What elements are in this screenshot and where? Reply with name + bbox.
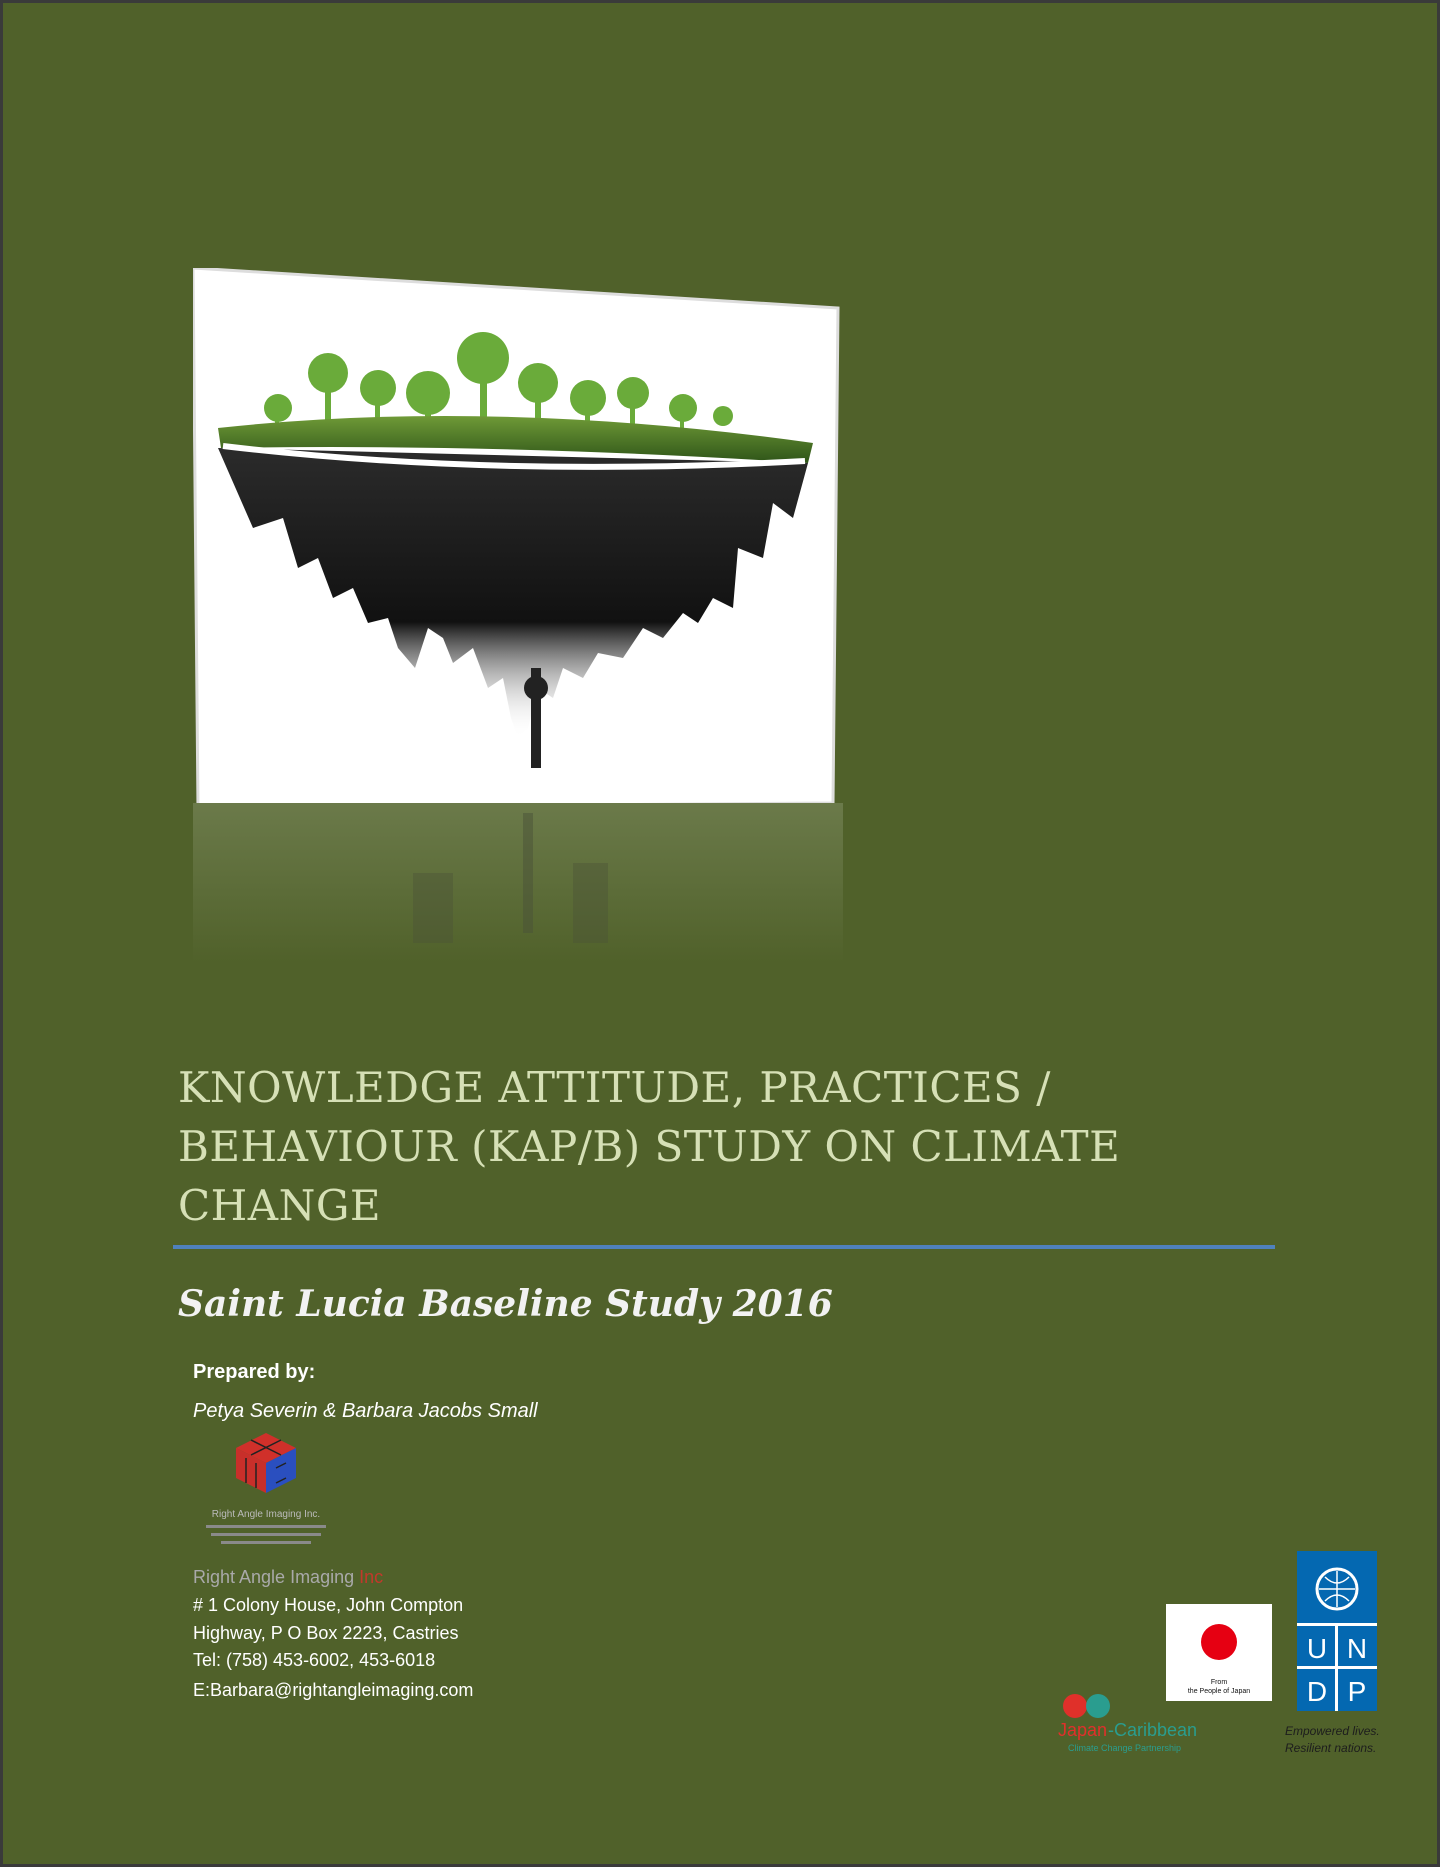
undp-letter-n: N bbox=[1346, 1633, 1368, 1664]
company-name-text: Right Angle Imaging bbox=[193, 1567, 355, 1587]
undp-logo bbox=[1297, 1551, 1377, 1711]
title-line-3: CHANGE bbox=[178, 1181, 382, 1230]
address-email: E:Barbara@rightangleimaging.com bbox=[193, 1680, 474, 1700]
right-angle-imaging-logo bbox=[191, 1433, 341, 1563]
logo-text-japan: Japan bbox=[1058, 1720, 1108, 1740]
document-subtitle: Saint Lucia Baseline Study 2016 bbox=[178, 1283, 833, 1325]
japan-logo-text-from: From bbox=[1210, 1679, 1228, 1686]
japan-logo-text-people: the People of Japan bbox=[1187, 1688, 1251, 1695]
authors: Petya Severin & Barbara Jacobs Small bbox=[193, 1400, 538, 1422]
company-name-suffix: Inc bbox=[359, 1567, 384, 1587]
logo-text-caribbean: -Caribbean bbox=[1108, 1720, 1198, 1740]
undp-tagline-2: Resilient nations. bbox=[1285, 1741, 1377, 1755]
document-title bbox=[178, 1058, 1278, 1235]
address-line-2: Highway, P O Box 2223, Castries bbox=[193, 1623, 459, 1643]
title-divider bbox=[173, 1245, 1275, 1249]
logo-text: Right Angle Imaging Inc. bbox=[211, 1509, 321, 1520]
illustration-reflection bbox=[193, 803, 843, 963]
japan-flag-logo bbox=[1166, 1604, 1272, 1701]
company-name bbox=[193, 1567, 383, 1588]
undp-tagline bbox=[1285, 1723, 1395, 1757]
logo-text-partnership: Climate Change Partnership bbox=[1068, 1743, 1182, 1753]
title-line-1: KNOWLEDGE ATTITUDE, PRACTICES / bbox=[178, 1063, 1051, 1112]
title-line-2: BEHAVIOUR (KAP/B) STUDY ON CLIMATE bbox=[178, 1122, 1121, 1171]
address-phone: Tel: (758) 453-6002, 453-6018 bbox=[193, 1650, 436, 1670]
undp-letter-p: P bbox=[1347, 1676, 1367, 1707]
undp-tagline-1: Empowered lives. bbox=[1285, 1724, 1380, 1738]
prepared-by-label: Prepared by: bbox=[193, 1361, 316, 1383]
address-line-1: # 1 Colony House, John Compton bbox=[193, 1595, 464, 1615]
floating-island-illustration bbox=[193, 268, 843, 808]
undp-letter-d: D bbox=[1306, 1676, 1328, 1707]
undp-letter-u: U bbox=[1306, 1633, 1328, 1664]
